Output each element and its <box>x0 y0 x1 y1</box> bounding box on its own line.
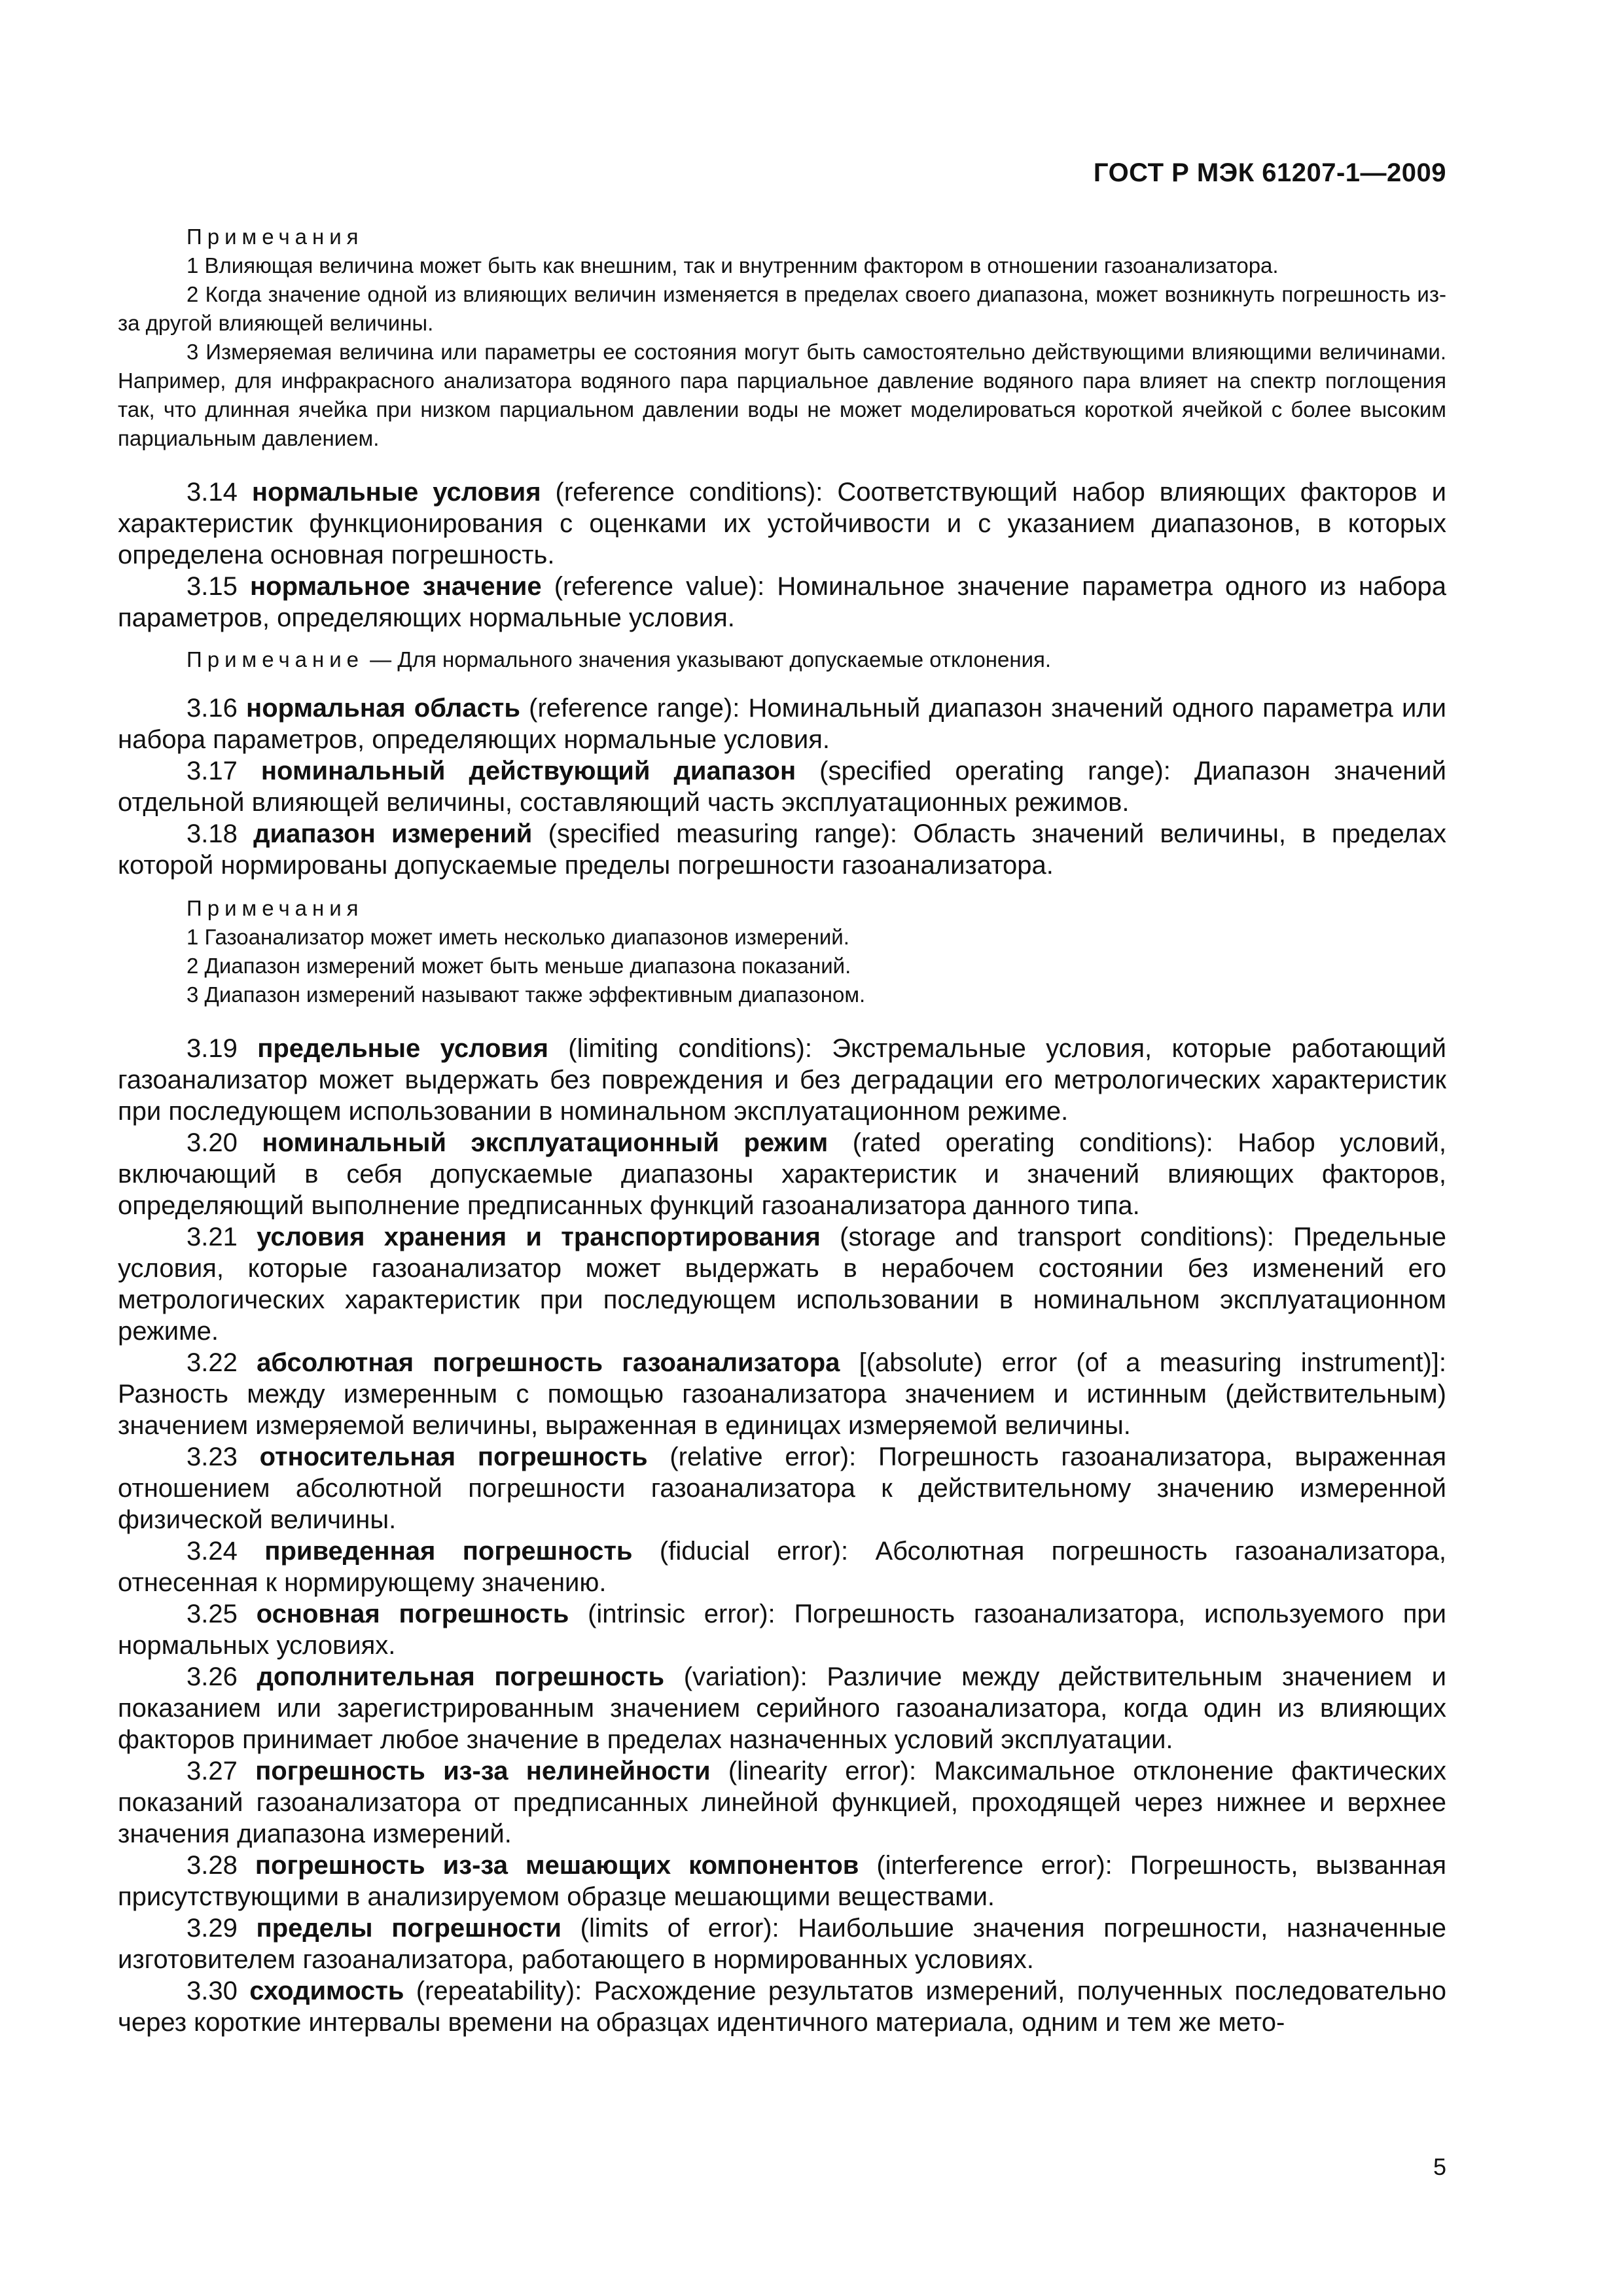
term-definition: (repeatability): Расхождение результатов измерений, полученных последовательно через короткие интервалы времени на образцах идентичного материала, одним и тем же мето- <box>118 1977 1446 2037</box>
term-number: 3.28 <box>187 1851 238 1880</box>
term-name: предельные условия <box>257 1034 548 1063</box>
term-number: 3.24 <box>187 1537 238 1566</box>
term-number: 3.22 <box>187 1348 238 1377</box>
term-entry-3-14 <box>118 476 1446 571</box>
note-item: 1 Газоанализатор может иметь несколько диапазонов измерений. <box>187 925 849 949</box>
term-entry-3-27 <box>118 1755 1446 1850</box>
document-body <box>118 223 1446 2038</box>
term-definition: (specified measuring range): Область значений величины, в пределах которой нормированы допускаемые пределы погрешности газоанализатора. <box>118 819 1446 880</box>
notes-block-1 <box>118 223 1446 453</box>
term-number: 3.25 <box>187 1600 238 1628</box>
term-definition: (variation): Различие между действительным значением и показанием или зарегистрированным значением серийного газоанализатора, когда один из влияющих факторов принимает любое значение в пределах назначенных условий эксплуатации. <box>118 1662 1446 1754</box>
term-definition: (interference error): Погрешность, вызванная присутствующими в анализируемом образце мешающими веществами. <box>118 1851 1446 1911</box>
term-definition: (reference conditions): Соответствующий набор влияющих факторов и характеристик функционирования с оценками их устойчивости и с указанием диапазонов, в которых определена основная погрешность. <box>118 478 1446 569</box>
term-number: 3.16 <box>187 694 238 723</box>
note-item: 1 Влияющая величина может быть как внешним, так и внутренним фактором в отношении газоанализатора. <box>187 253 1279 278</box>
note-text: — Для нормального значения указывают допускаемые отклонения. <box>364 647 1052 672</box>
term-name: номинальный действующий диапазон <box>260 757 796 785</box>
term-number: 3.20 <box>187 1128 238 1157</box>
term-entry-3-26 <box>118 1661 1446 1755</box>
term-definition: (linearity error): Максимальное отклонение фактических показаний газоанализатора от предписанных линейной функцией, проходящей через нижнее и верхнее значения диапазона измерений. <box>118 1757 1446 1848</box>
term-definition: (limiting conditions): Экстремальные условия, которые работающий газоанализатор может выдержать без повреждения и без деградации его метрологических характеристик при последующем использовании в номинальном эксплуатационном режиме. <box>118 1034 1446 1126</box>
term-entry-3-22 <box>118 1347 1446 1441</box>
term-name: основная погрешность <box>256 1600 569 1628</box>
note-item: 2 Когда значение одной из влияющих величин изменяется в пределах своего диапазона, может возникнуть погрешность из-за другой влияющей величины. <box>118 282 1446 335</box>
notes-title: Примечания <box>187 896 364 920</box>
term-definition: (specified operating range): Диапазон значений отдельной влияющей величины, составляющий часть эксплуатационных режимов. <box>118 757 1446 817</box>
term-name: относительная погрешность <box>259 1443 648 1471</box>
term-name: приведенная погрешность <box>264 1537 633 1566</box>
term-name: нормальная область <box>246 694 520 723</box>
term-entry-3-29 <box>118 1912 1446 1975</box>
note-item: 3 Диапазон измерений называют также эффективным диапазоном. <box>187 982 866 1007</box>
term-definition: (rated operating conditions): Набор условий, включающий в себя допускаемые диапазоны характеристик и значений влияющих факторов, определяющий выполнение предписанных функций газоанализатора данного типа. <box>118 1128 1446 1220</box>
term-entry-3-20 <box>118 1127 1446 1221</box>
term-number: 3.23 <box>187 1443 238 1471</box>
term-number: 3.15 <box>187 572 238 601</box>
term-number: 3.21 <box>187 1223 238 1251</box>
term-entry-3-21 <box>118 1221 1446 1347</box>
term-entry-3-28 <box>118 1850 1446 1912</box>
term-number: 3.30 <box>187 1977 238 2005</box>
term-name: погрешность из-за нелинейности <box>255 1757 711 1785</box>
term-number: 3.27 <box>187 1757 238 1785</box>
term-name: пределы погрешности <box>256 1914 562 1943</box>
term-definition: (relative error): Погрешность газоанализатора, выраженная отношением абсолютной погрешности газоанализатора к действительному значению измеренной физической величины. <box>118 1443 1446 1534</box>
note-item: 2 Диапазон измерений может быть меньше диапазона показаний. <box>187 954 851 978</box>
term-number: 3.26 <box>187 1662 238 1691</box>
term-name: нормальное значение <box>250 572 542 601</box>
term-entry-3-17 <box>118 755 1446 818</box>
term-number: 3.29 <box>187 1914 238 1943</box>
term-definition: (reference value): Номинальное значение параметра одного из набора параметров, определяющих нормальные условия. <box>118 572 1447 632</box>
term-entry-3-24 <box>118 1535 1446 1598</box>
term-number: 3.18 <box>187 819 238 848</box>
term-number: 3.14 <box>187 478 238 507</box>
term-number: 3.19 <box>187 1034 238 1063</box>
term-entry-3-15 <box>118 571 1446 634</box>
term-entry-3-25 <box>118 1598 1446 1661</box>
term-entry-3-19 <box>118 1033 1446 1127</box>
note-label: Примечание <box>187 647 365 672</box>
term-definition: (reference range): Номинальный диапазон значений одного параметра или набора параметров, определяющих нормальные условия. <box>118 694 1446 754</box>
term-number: 3.17 <box>187 757 238 785</box>
term-name: диапазон измерений <box>253 819 533 848</box>
term-name: номинальный эксплуатационный режим <box>262 1128 829 1157</box>
note-single <box>187 645 1446 674</box>
term-name: условия хранения и транспортирования <box>257 1223 821 1251</box>
term-definition: (intrinsic error): Погрешность газоанализатора, используемого при нормальных условиях. <box>118 1600 1446 1660</box>
document-header: ГОСТ Р МЭК 61207-1—2009 <box>1093 158 1446 187</box>
term-definition: (storage and transport conditions): Предельные условия, которые газоанализатор может выдержать в нерабочем состоянии без изменений его метрологических характеристик при последующем использовании в номинальном эксплуатационном режиме. <box>118 1223 1446 1346</box>
term-name: погрешность из-за мешающих компонентов <box>255 1851 859 1880</box>
term-entry-3-16 <box>118 692 1446 755</box>
note-item: 3 Измеряемая величина или параметры ее состояния могут быть самостоятельно действующими влияющими величинами. Например, для инфракрасного анализатора водяного пара парциальное давление водяного пара влияет на спектр поглощения так, что длинная ячейка при низком парциальном давлении воды не может моделироваться короткой ячейкой с более высоким парциальным давлением. <box>118 340 1446 450</box>
term-definition: [(absolute) error (of a measuring instrument)]: Разность между измеренным с помощью газоанализатора значением и истинным (действительным) значением измеряемой величины, выраженная в единицах измеряемой величины. <box>118 1348 1446 1440</box>
term-entry-3-23 <box>118 1441 1446 1535</box>
term-entry-3-18 <box>118 818 1446 881</box>
term-name: абсолютная погрешность газоанализатора <box>257 1348 840 1377</box>
term-name: нормальные условия <box>251 478 541 507</box>
term-name: сходимость <box>249 1977 404 2005</box>
notes-block-2 <box>118 894 1446 1009</box>
page-number: 5 <box>1433 2153 1446 2180</box>
term-name: дополнительная погрешность <box>257 1662 665 1691</box>
term-definition: (limits of error): Наибольшие значения погрешности, назначенные изготовителем газоанализатора, работающего в нормированных условиях. <box>118 1914 1446 1974</box>
term-entry-3-30 <box>118 1975 1446 2038</box>
notes-title: Примечания <box>187 224 364 249</box>
term-definition: (fiducial error): Абсолютная погрешность газоанализатора, отнесенная к нормирующему значению. <box>118 1537 1446 1597</box>
